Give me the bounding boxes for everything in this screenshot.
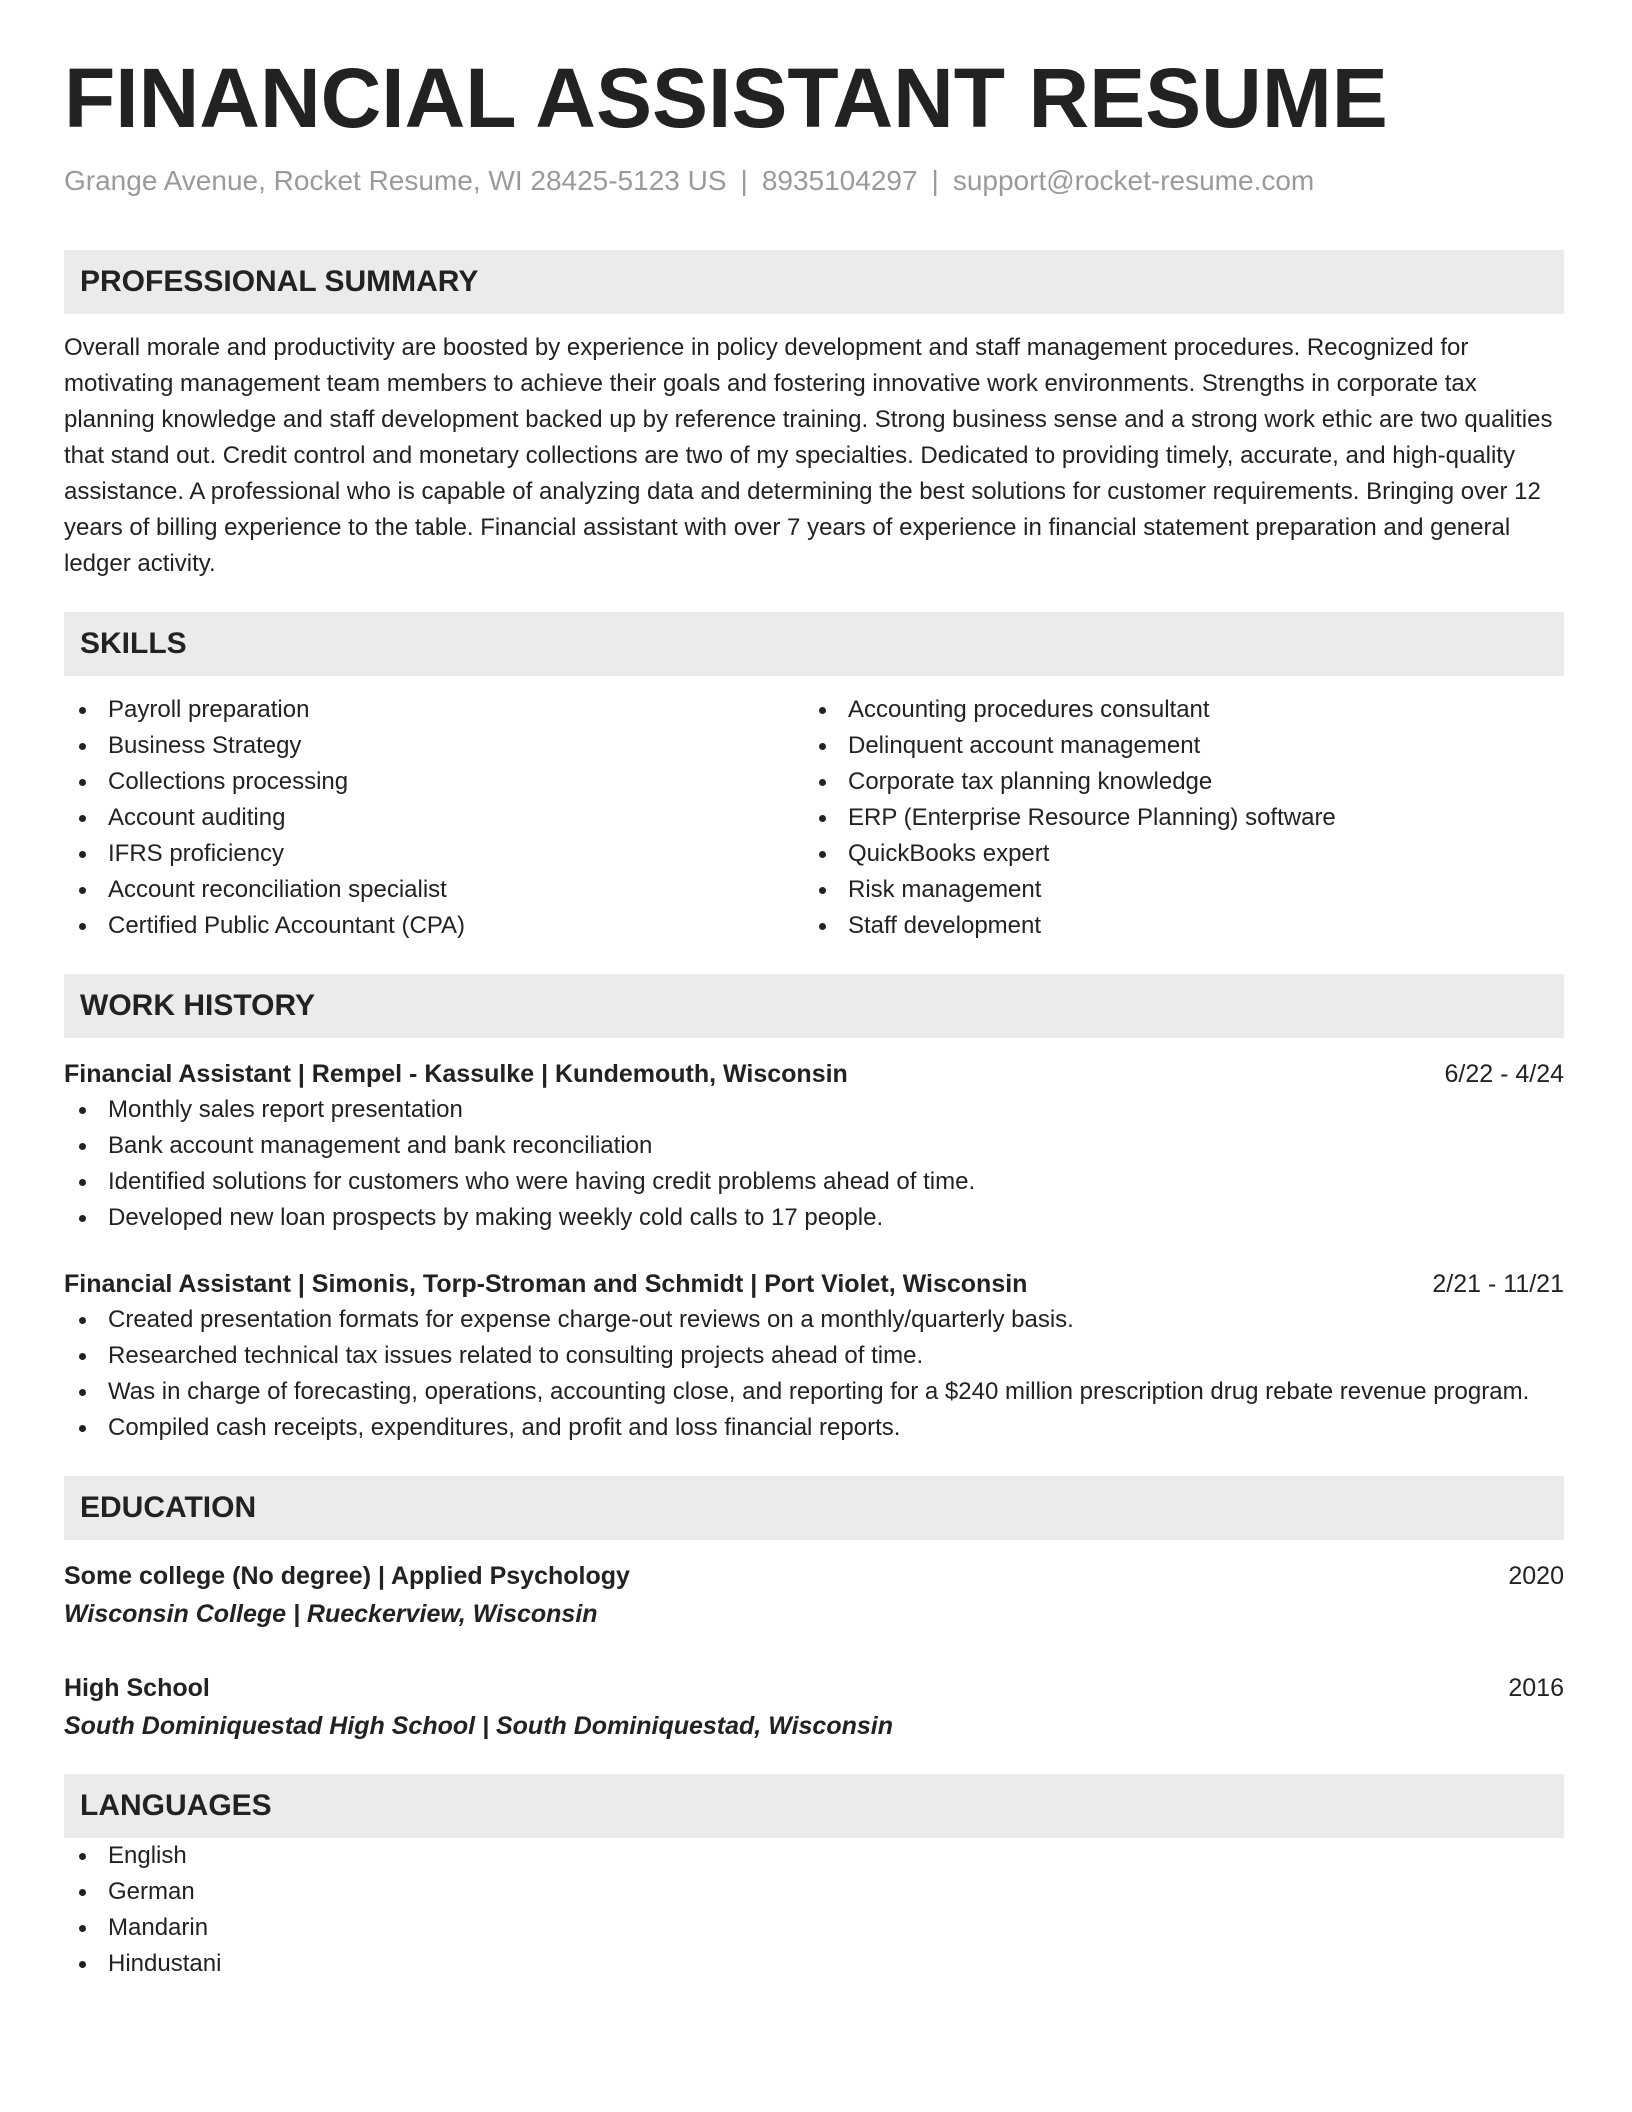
language-item: German bbox=[64, 1874, 1564, 1910]
skills-heading: SKILLS bbox=[64, 612, 1564, 676]
job-bullet: Created presentation formats for expense charge-out reviews on a monthly/quarterly basis. bbox=[64, 1302, 1564, 1338]
contact-separator: | bbox=[740, 165, 748, 196]
skill-item: Account reconciliation specialist bbox=[64, 872, 804, 908]
job-header bbox=[64, 1056, 1564, 1092]
skills-list bbox=[64, 692, 1564, 944]
skill-item: Business Strategy bbox=[64, 728, 804, 764]
education-header bbox=[64, 1558, 1564, 1594]
job-bullet: Was in charge of forecasting, operations, accounting close, and reporting for a $240 million prescription drug rebate revenue program. bbox=[64, 1374, 1564, 1410]
education-header bbox=[64, 1670, 1564, 1706]
skill-item: QuickBooks expert bbox=[804, 836, 1544, 872]
job-bullet: Researched technical tax issues related to consulting projects ahead of time. bbox=[64, 1338, 1564, 1374]
contact-phone: 8935104297 bbox=[761, 165, 918, 196]
job-bullet: Compiled cash receipts, expenditures, and profit and loss financial reports. bbox=[64, 1410, 1564, 1446]
skill-item: Collections processing bbox=[64, 764, 804, 800]
job-dates: 2/21 - 11/21 bbox=[1432, 1269, 1564, 1298]
skill-item: Staff development bbox=[804, 908, 1544, 944]
job-bullets bbox=[64, 1302, 1564, 1446]
resume-title: FINANCIAL ASSISTANT RESUME bbox=[64, 51, 1388, 145]
job-bullet: Developed new loan prospects by making weekly cold calls to 17 people. bbox=[64, 1200, 1564, 1236]
education-year: 2020 bbox=[1508, 1561, 1564, 1590]
languages-list bbox=[64, 1838, 1564, 1982]
job-bullet: Monthly sales report presentation bbox=[64, 1092, 1564, 1128]
education-school: South Dominiquestad High School | South Dominiquestad, Wisconsin bbox=[64, 1711, 893, 1740]
skill-item: IFRS proficiency bbox=[64, 836, 804, 872]
contact-separator: | bbox=[931, 165, 939, 196]
education-degree: Some college (No degree) | Applied Psychology bbox=[64, 1561, 630, 1590]
skill-item: Corporate tax planning knowledge bbox=[804, 764, 1544, 800]
job-header bbox=[64, 1266, 1564, 1302]
skills-column-left bbox=[64, 692, 804, 944]
summary-text: Overall morale and productivity are boosted by experience in policy development and staff management procedures. Recognized for motivating management team members to achieve their goals and fostering innovative work environments. Strengths in corporate tax planning knowledge and staff development backed up by reference training. Strong business sense and a strong work ethic are two qualities that stand out. Credit control and monetary collections are two of my specialties. Dedicated to providing timely, accurate, and high-quality assistance. A professional who is capable of analyzing data and determining the best solutions for customer requirements. Bringing over 12 years of billing experience to the table. Financial assistant with over 7 years of experience in financial statement preparation and general ledger activity. bbox=[64, 333, 1553, 577]
skill-item: Accounting procedures consultant bbox=[804, 692, 1544, 728]
work-history-heading: WORK HISTORY bbox=[64, 974, 1564, 1038]
skill-item: Risk management bbox=[804, 872, 1544, 908]
job-title: Financial Assistant | Rempel - Kassulke | Kundemouth, Wisconsin bbox=[64, 1059, 848, 1088]
education-degree: High School bbox=[64, 1673, 210, 1702]
education-heading: EDUCATION bbox=[64, 1476, 1564, 1540]
skill-item: Payroll preparation bbox=[64, 692, 804, 728]
skill-item: Account auditing bbox=[64, 800, 804, 836]
job-bullet: Identified solutions for customers who were having credit problems ahead of time. bbox=[64, 1164, 1564, 1200]
contact-address: Grange Avenue, Rocket Resume, WI 28425-5123 US bbox=[64, 165, 727, 196]
skills-column-right bbox=[804, 692, 1544, 944]
job-title: Financial Assistant | Simonis, Torp-Stroman and Schmidt | Port Violet, Wisconsin bbox=[64, 1269, 1028, 1298]
job-bullet: Bank account management and bank reconciliation bbox=[64, 1128, 1564, 1164]
summary-heading: PROFESSIONAL SUMMARY bbox=[64, 250, 1564, 314]
education-school: Wisconsin College | Rueckerview, Wisconsin bbox=[64, 1599, 598, 1628]
job-dates: 6/22 - 4/24 bbox=[1444, 1059, 1564, 1088]
language-item: English bbox=[64, 1838, 1564, 1874]
education-year: 2016 bbox=[1508, 1673, 1564, 1702]
language-item: Hindustani bbox=[64, 1946, 1564, 1982]
languages-heading: LANGUAGES bbox=[64, 1774, 1564, 1838]
contact-line bbox=[64, 164, 1564, 198]
skill-item: Certified Public Accountant (CPA) bbox=[64, 908, 804, 944]
job-bullets bbox=[64, 1092, 1564, 1236]
skill-item: ERP (Enterprise Resource Planning) software bbox=[804, 800, 1544, 836]
skill-item: Delinquent account management bbox=[804, 728, 1544, 764]
language-item: Mandarin bbox=[64, 1910, 1564, 1946]
contact-email: support@rocket-resume.com bbox=[952, 165, 1315, 196]
